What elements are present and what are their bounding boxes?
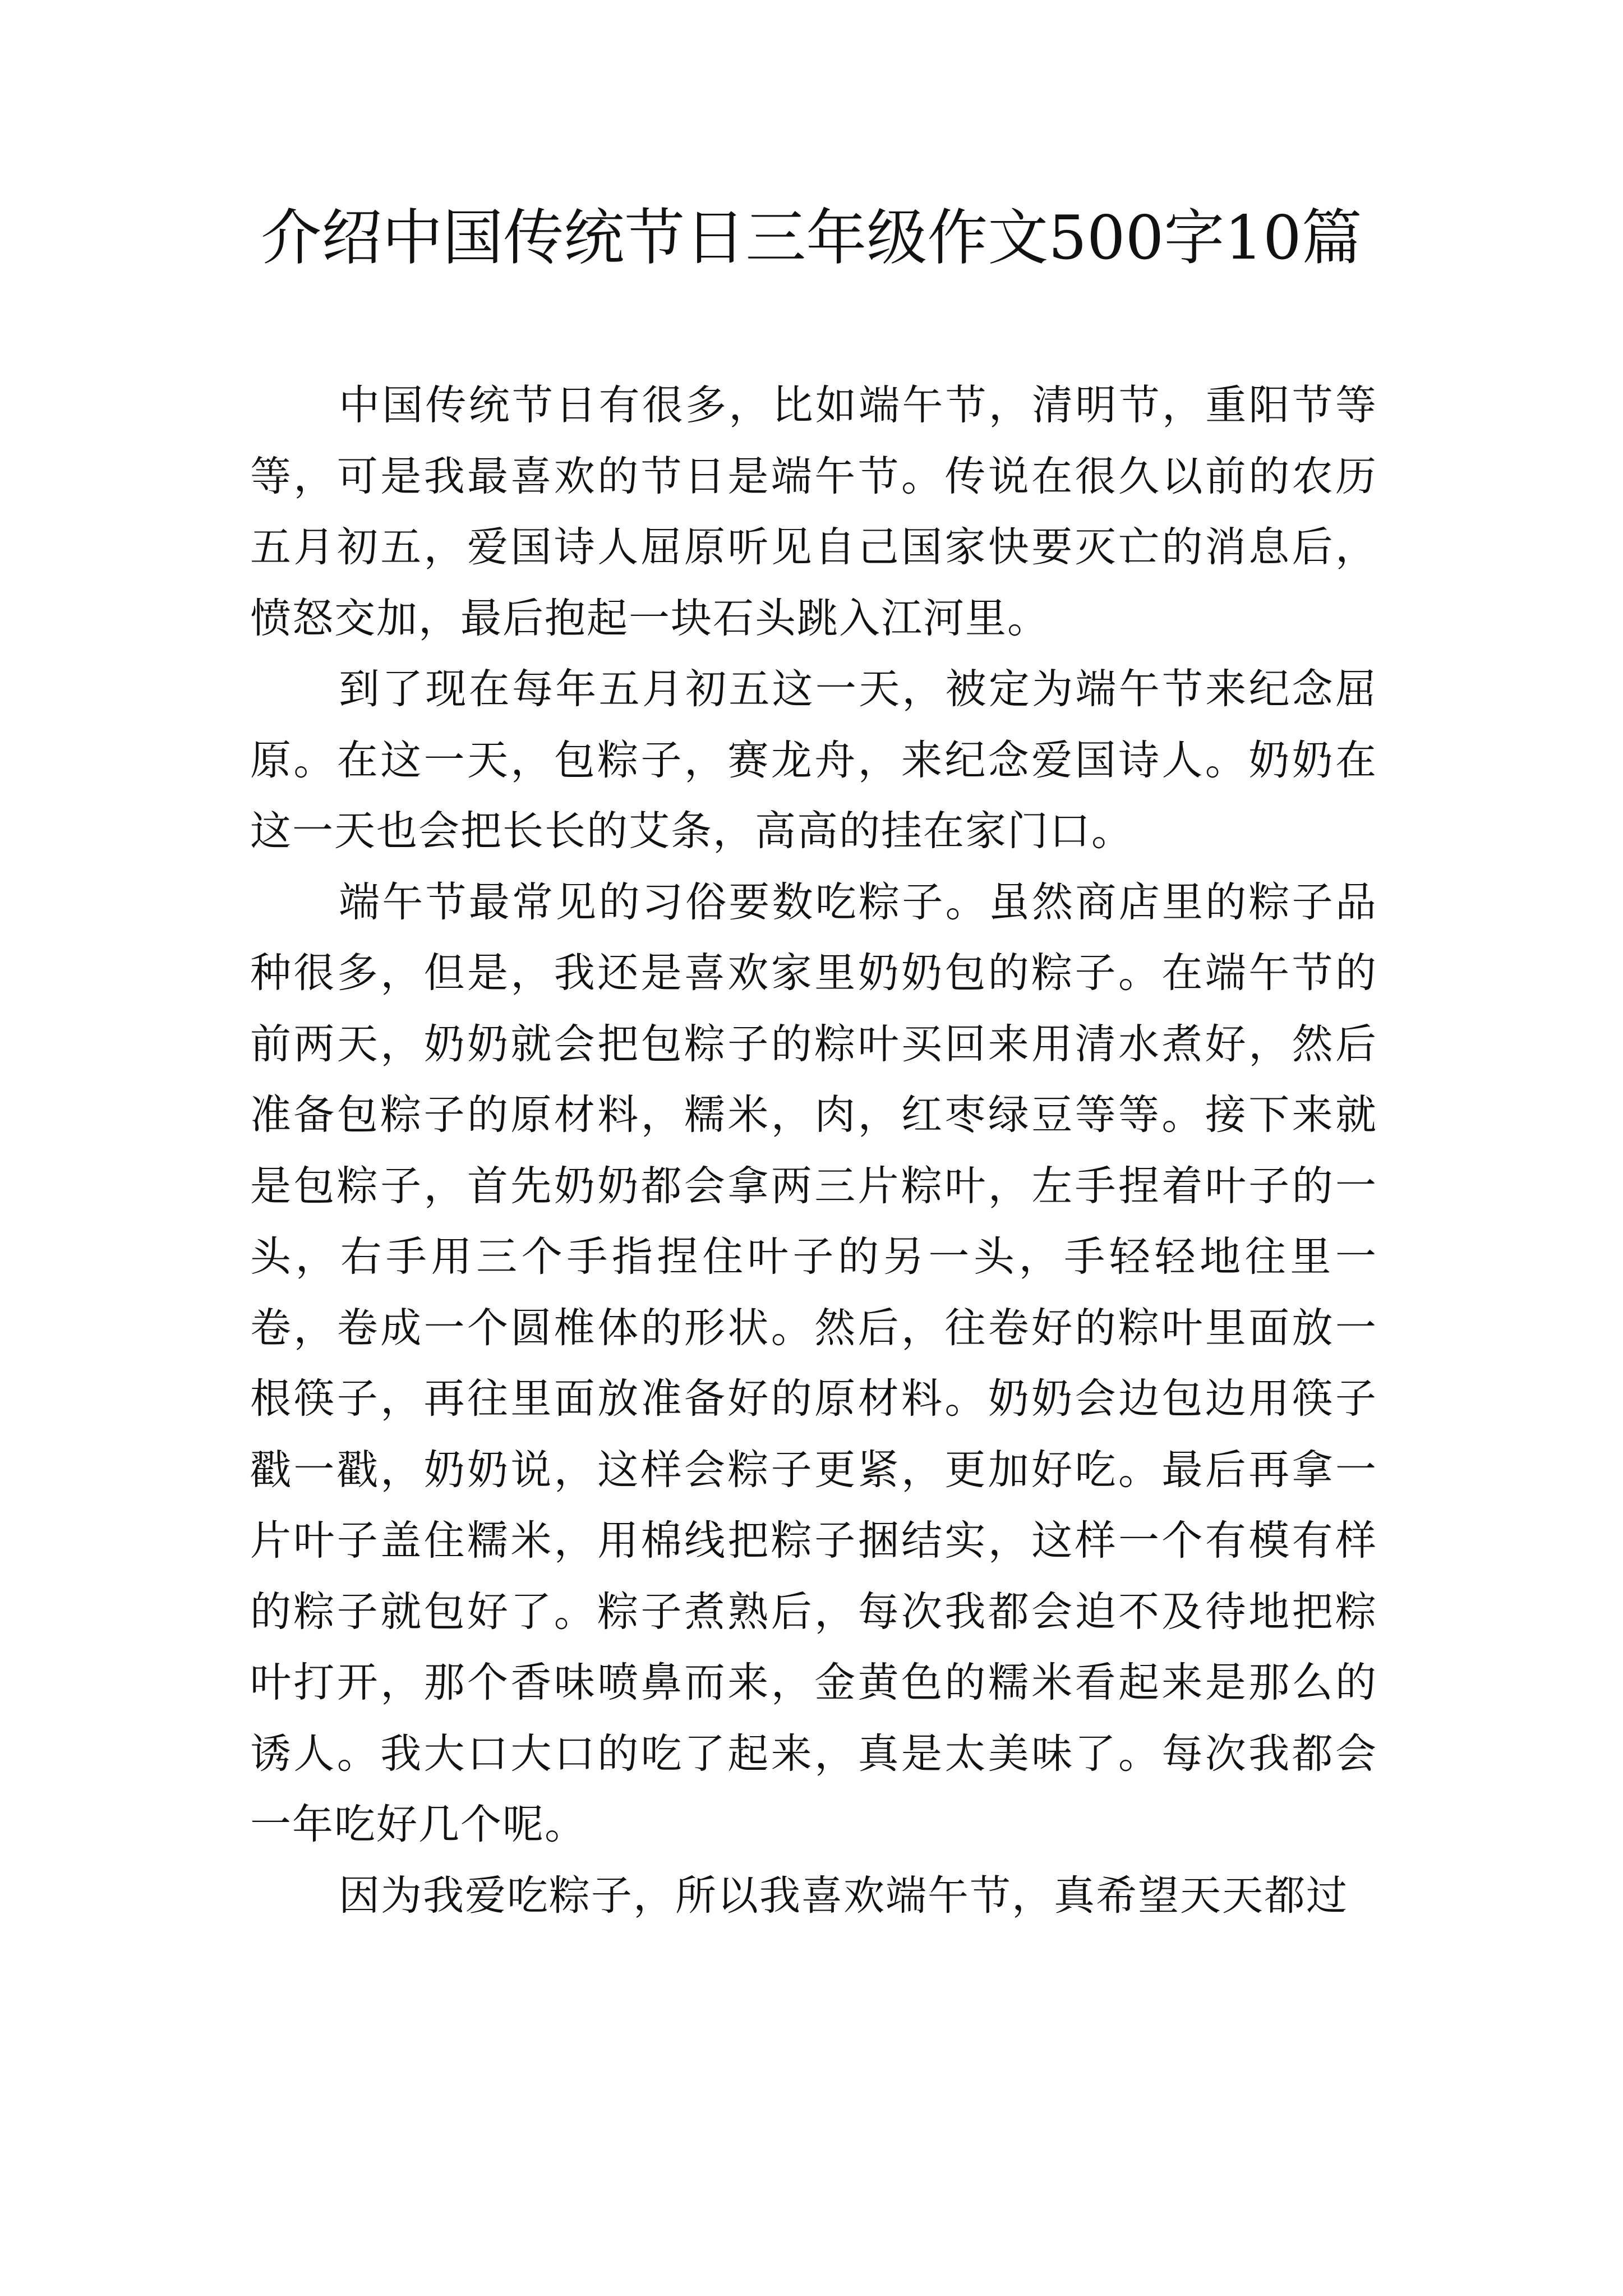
paragraph-2: 到了现在每年五月初五这一天，被定为端午节来纪念屈原。在这一天，包粽子，赛龙舟，来纪念爱国诗人。奶奶在这一天也会把长长的艾条，高高的挂在家门口。 [250, 665, 1377, 855]
paragraph-1: 中国传统节日有很多，比如端午节，清明节，重阳节等等，可是我最喜欢的节日是端午节。传说在很久以前的农历五月初五，爱国诗人屈原听见自己国家快要灭亡的消息后，愤怒交加，最后抱起一块石头跳入江河里。 [250, 381, 1377, 642]
paragraph-4: 因为我爱吃粽子，所以我喜欢端午节，真希望天天都过 [339, 1871, 1348, 1920]
document-title: 介绍中国传统节日三年级作文500字10篇 [261, 203, 1362, 273]
document-body [250, 370, 1377, 1931]
paragraph-3: 端午节最常见的习俗要数吃粽子。虽然商店里的粽子品种很多，但是，我还是喜欢家里奶奶包的粽子。在端午节的前两天，奶奶就会把包粽子的粽叶买回来用清水煮好，然后准备包粽子的原材料，糯米，肉，红枣绿豆等等。接下来就是包粽子，首先奶奶都会拿两三片粽叶，左手捏着叶子的一头，右手用三个手指捏住叶子的另一头，手轻轻地往里一卷，卷成一个圆椎体的形状。然后，往卷好的粽叶里面放一根筷子，再往里面放准备好的原材料。奶奶会边包边用筷子戳一戳，奶奶说，这样会粽子更紧，更加好吃。最后再拿一片叶子盖住糯米，用棉线把粽子捆结实，这样一个有模有样的粽子就包好了。粽子煮熟后，每次我都会迫不及待地把粽叶打开，那个香味喷鼻而来，金黄色的糯米看起来是那么的诱人。我大口大口的吃了起来，真是太美味了。每次我都会一年吃好几个呢。 [250, 878, 1377, 1848]
